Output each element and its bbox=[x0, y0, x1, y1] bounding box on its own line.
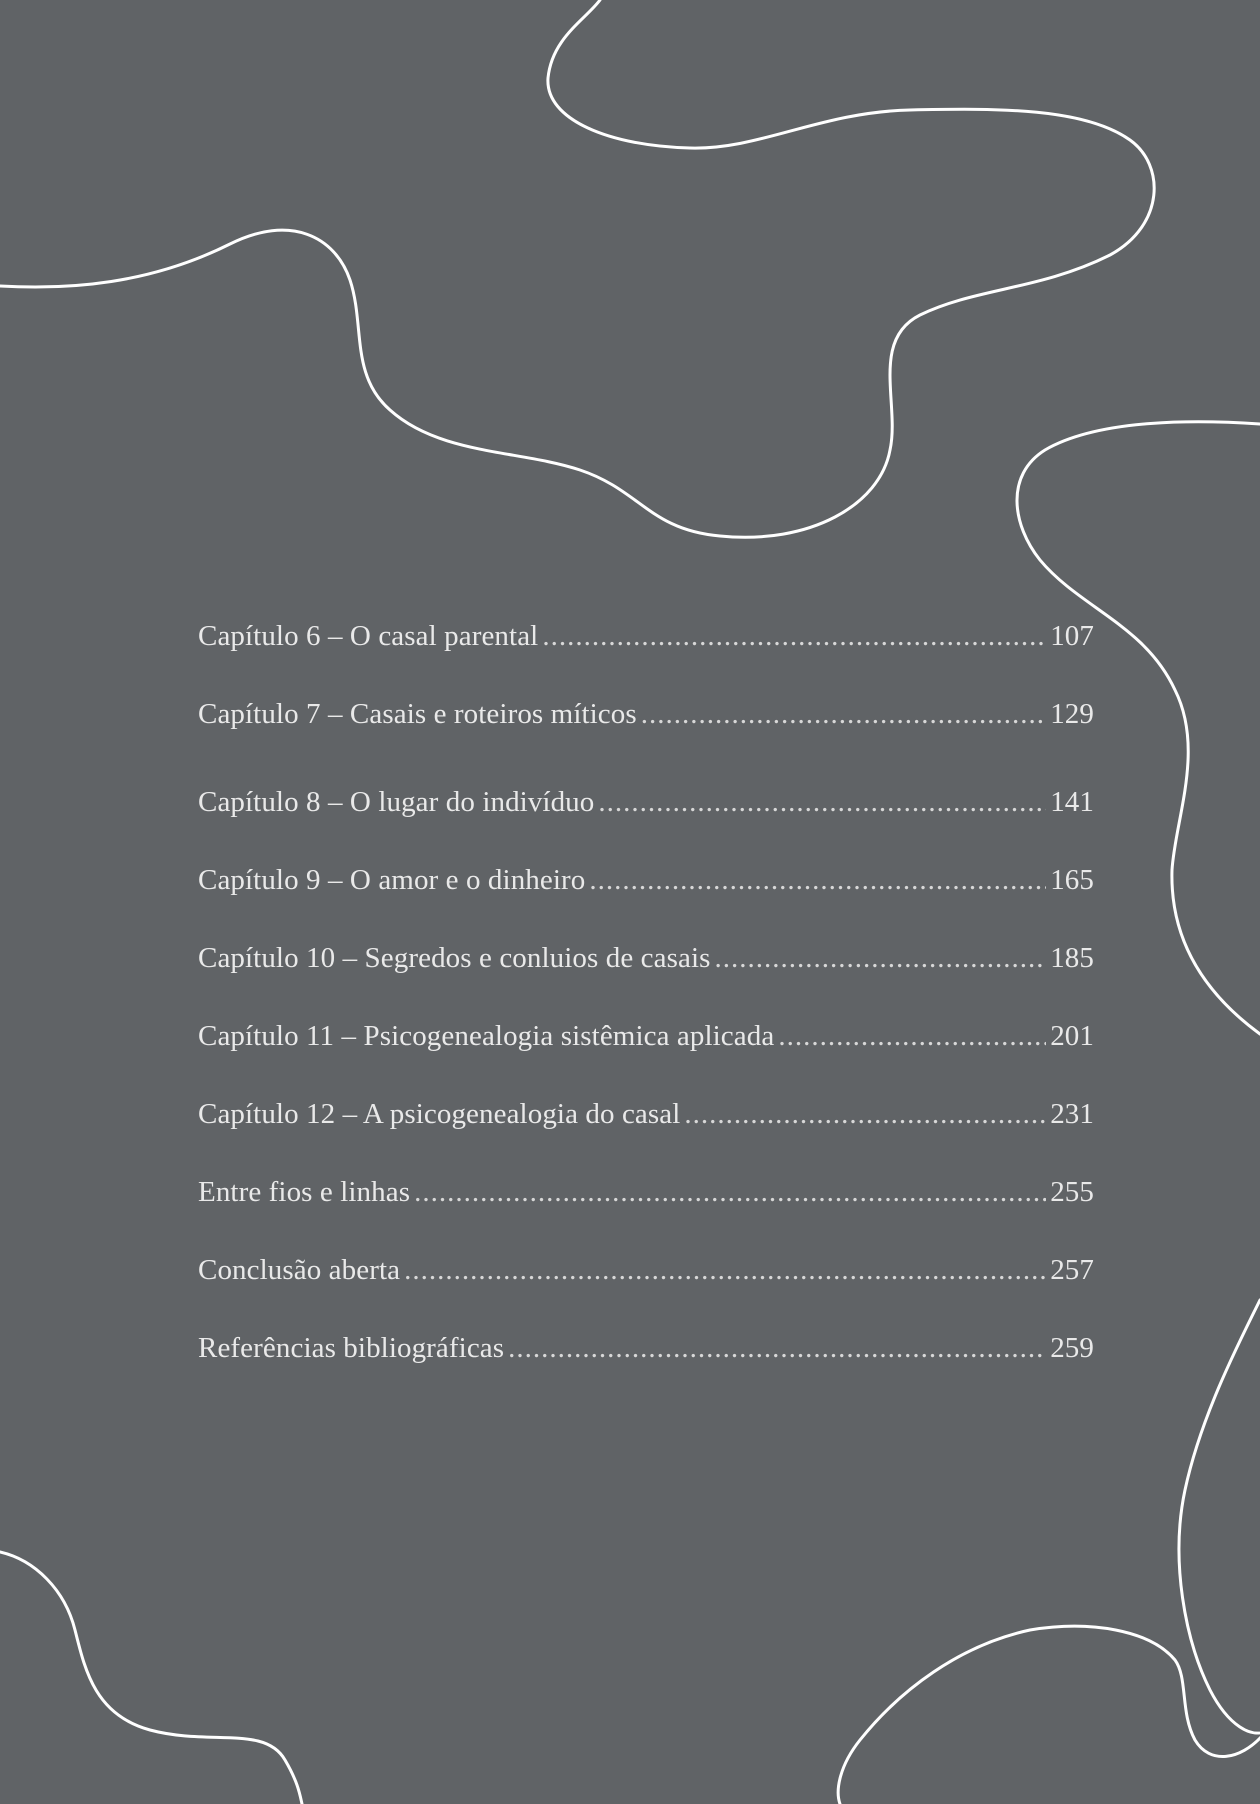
toc-entry-title: Conclusão aberta bbox=[198, 1254, 401, 1286]
dot-leader bbox=[414, 1176, 1046, 1209]
toc-entry-chapter-7[interactable] bbox=[198, 698, 1094, 786]
toc-entry-page: 165 bbox=[1050, 864, 1094, 896]
toc-entry-page: 185 bbox=[1050, 942, 1094, 974]
dot-leader bbox=[508, 1332, 1046, 1365]
dot-leader bbox=[589, 864, 1046, 897]
toc-entry-chapter-10[interactable] bbox=[198, 942, 1094, 1020]
toc-entry-chapter-9[interactable] bbox=[198, 864, 1094, 942]
toc-entry-page: 107 bbox=[1050, 620, 1094, 652]
toc-entry-chapter-6[interactable] bbox=[198, 620, 1094, 698]
toc-entry-title: Capítulo 6 – O casal parental bbox=[198, 620, 539, 652]
toc-entry-chapter-11[interactable] bbox=[198, 1020, 1094, 1098]
toc-entry-entre-fios[interactable] bbox=[198, 1176, 1094, 1254]
dot-leader bbox=[778, 1020, 1046, 1053]
toc-entry-title: Capítulo 11 – Psicogenealogia sistêmica aplicada bbox=[198, 1020, 775, 1052]
toc-entry-title: Capítulo 10 – Segredos e conluios de casais bbox=[198, 942, 711, 974]
toc-entry-title: Entre fios e linhas bbox=[198, 1176, 411, 1208]
toc-entry-page: 231 bbox=[1050, 1098, 1094, 1130]
toc-entry-page: 141 bbox=[1050, 786, 1094, 818]
dot-leader bbox=[684, 1098, 1046, 1131]
dot-leader bbox=[404, 1254, 1046, 1287]
toc-entry-page: 201 bbox=[1050, 1020, 1094, 1052]
wavy-line-bottom-left bbox=[0, 1552, 302, 1804]
toc-entry-title: Referências bibliográficas bbox=[198, 1332, 505, 1364]
toc-entry-page: 129 bbox=[1050, 698, 1094, 730]
toc-entry-page: 255 bbox=[1050, 1176, 1094, 1208]
toc-entry-title: Capítulo 12 – A psicogenealogia do casal bbox=[198, 1098, 681, 1130]
toc-entry-title: Capítulo 7 – Casais e roteiros míticos bbox=[198, 698, 637, 730]
toc-entry-page: 259 bbox=[1050, 1332, 1094, 1364]
toc-entry-title: Capítulo 9 – O amor e o dinheiro bbox=[198, 864, 586, 896]
toc-entry-conclusao[interactable] bbox=[198, 1254, 1094, 1332]
wavy-line-top-left bbox=[0, 0, 1154, 537]
dot-leader bbox=[598, 786, 1046, 819]
dot-leader bbox=[542, 620, 1046, 653]
toc-entry-chapter-12[interactable] bbox=[198, 1098, 1094, 1176]
toc-entry-referencias[interactable] bbox=[198, 1332, 1094, 1410]
toc-entry-page: 257 bbox=[1050, 1254, 1094, 1286]
table-of-contents bbox=[198, 620, 1094, 1410]
toc-entry-title: Capítulo 8 – O lugar do indivíduo bbox=[198, 786, 595, 818]
dot-leader bbox=[641, 698, 1046, 731]
toc-entry-chapter-8[interactable] bbox=[198, 786, 1094, 864]
dot-leader bbox=[715, 942, 1047, 975]
